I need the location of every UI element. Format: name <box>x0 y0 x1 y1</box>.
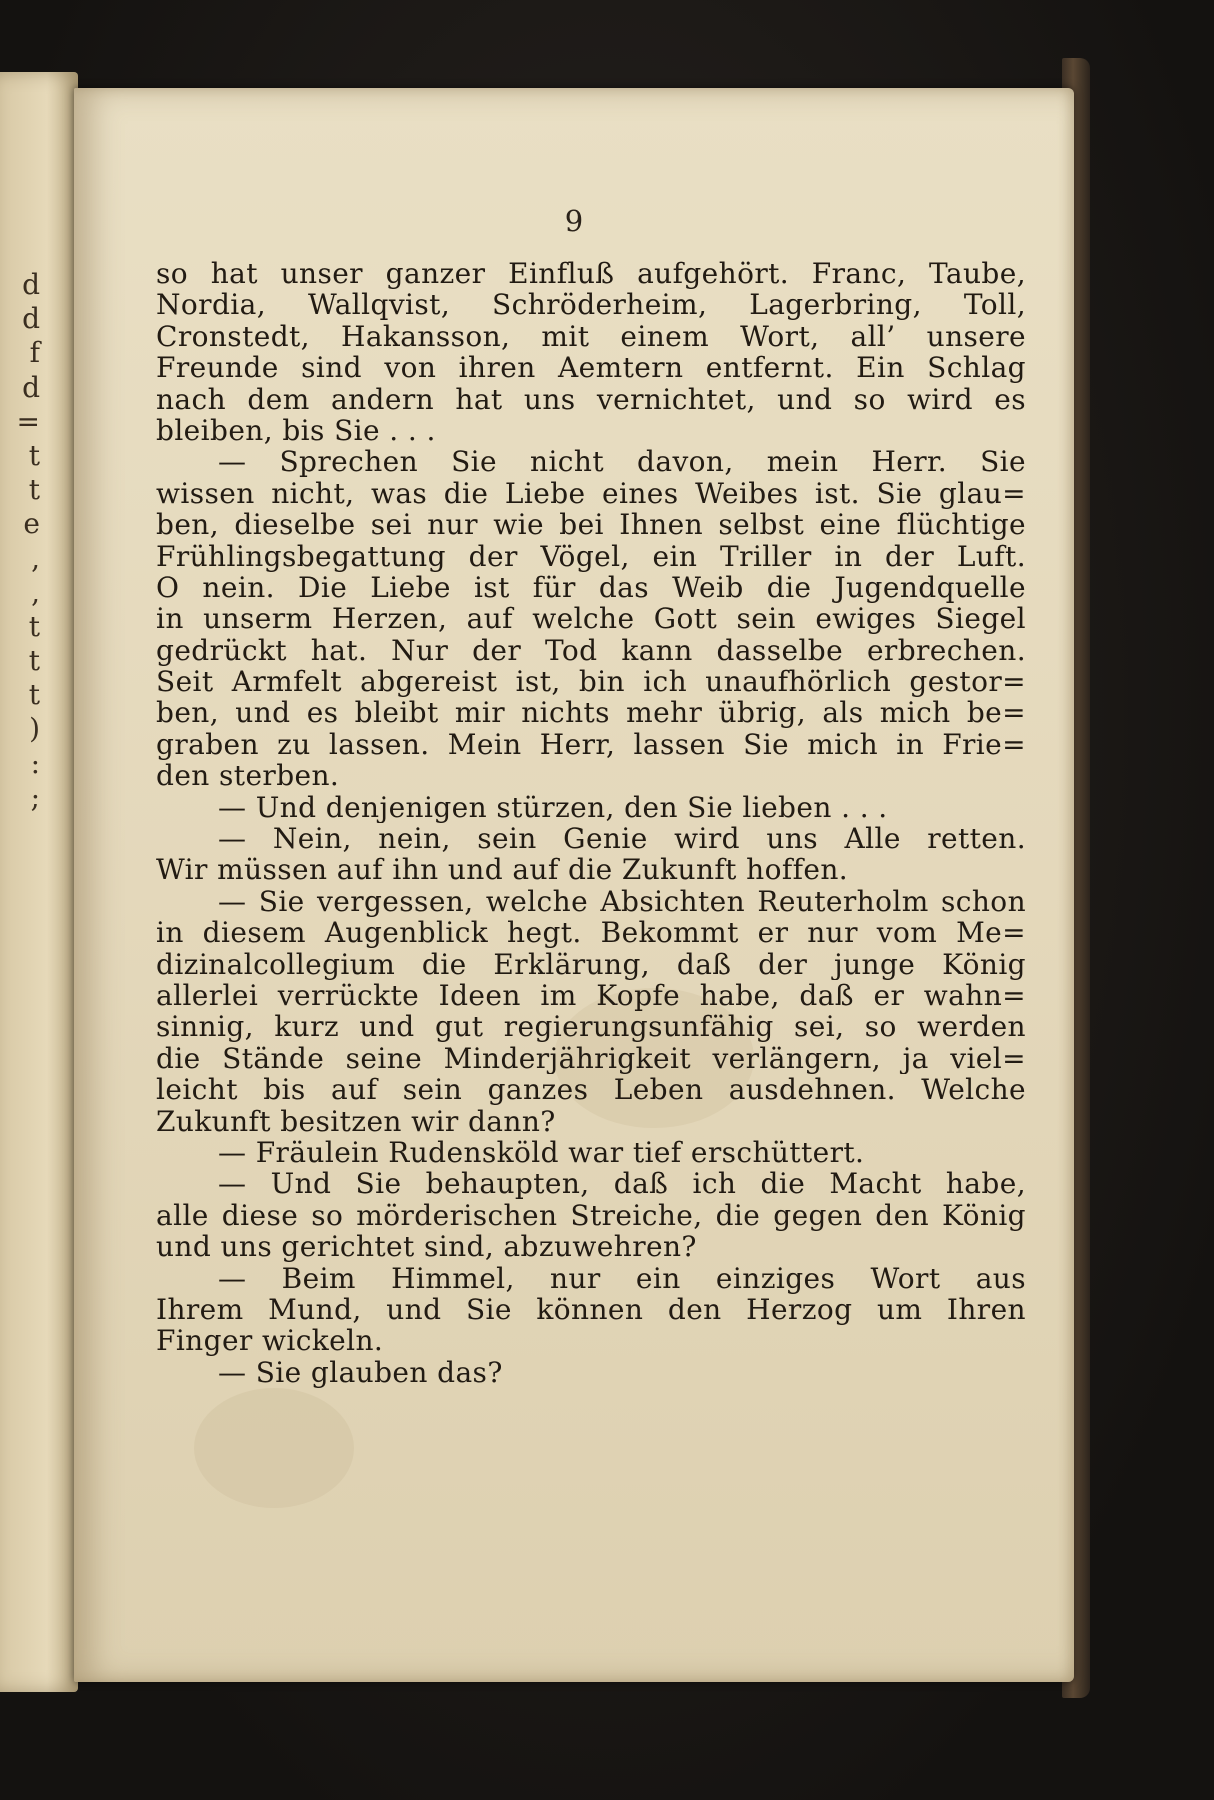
text-line: nach dem andern hat uns vernichtet, und so wird es <box>156 383 1026 415</box>
left-page-fragment: d <box>22 302 40 336</box>
text-line: — Fräulein Rudensköld war tief erschüttert. <box>218 1136 865 1169</box>
text-line: sinnig, kurz und gut regierungsunfähig sei, so werden <box>156 1011 1026 1043</box>
page-number: 9 <box>564 204 584 238</box>
left-page-fragment: = <box>16 404 40 438</box>
text-line: gedrückt hat. Nur der Tod kann dasselbe erbrechen. <box>156 634 1026 667</box>
text-line: dizinalcollegium die Erklärung, daß der junge König <box>156 948 1026 980</box>
text-line: — Sprechen Sie nicht davon, mein Herr. Sie <box>218 446 1026 478</box>
text-line: in unserm Herzen, auf welche Gott sein ewiges Siegel <box>156 603 1026 635</box>
text-line: Finger wickeln. <box>156 1325 384 1357</box>
text-line: graben zu lassen. Mein Herr, lassen Sie mich in Frie= <box>156 728 1026 761</box>
left-page-fragment: t <box>28 438 40 472</box>
text-line: die Stände seine Minderjährigkeit verlängern, ja viel= <box>156 1042 1026 1075</box>
left-page-fragment: f <box>29 336 40 370</box>
text-line: — Und denjenigen stürzen, den Sie lieben . . . <box>218 791 888 824</box>
left-page-fragment: t <box>28 609 40 643</box>
text-line: bleiben, bis Sie . . . <box>156 414 436 447</box>
left-page-fragment: : <box>30 746 40 780</box>
text-line: Zukunft besitzen wir dann? <box>156 1105 556 1137</box>
text-line: Freunde sind von ihren Aemtern entfernt. Ein Schlag <box>156 352 1026 384</box>
paper-stain <box>194 1388 354 1508</box>
text-line: wissen nicht, was die Liebe eines Weibes ist. Sie glau= <box>156 477 1026 510</box>
text-line: — Sie glauben das? <box>218 1356 503 1389</box>
left-page-fragment: t <box>28 473 40 507</box>
text-line: Ihrem Mund, und Sie können den Herzog um Ihren <box>156 1293 1026 1326</box>
text-line: Cronstedt, Hakansson, mit einem Wort, all’ unsere <box>156 320 1026 353</box>
text-line: so hat unser ganzer Einfluß aufgehört. Franc, Taube, <box>156 258 1026 290</box>
text-line: leicht bis auf sein ganzes Leben ausdehnen. Welche <box>156 1074 1026 1106</box>
text-line: Nordia, Wallqvist, Schröderheim, Lagerbring, Toll, <box>156 289 1026 321</box>
body-text <box>156 258 1026 1388</box>
text-line: in diesem Augenblick hegt. Bekommt er nur vom Me= <box>156 917 1026 949</box>
text-line: allerlei verrückte Ideen im Kopfe habe, daß er wahn= <box>156 979 1026 1012</box>
text-line: Frühlingsbegattung der Vögel, ein Triller in der Luft. <box>156 540 1026 572</box>
left-page-fragment: t <box>28 678 40 712</box>
text-line: und uns gerichtet sind, abzuwehren? <box>156 1231 697 1263</box>
text-line: ben, und es bleibt mir nichts mehr übrig, als mich be= <box>156 697 1026 729</box>
text-line: Wir müssen auf ihn und auf die Zukunft hoffen. <box>156 854 849 886</box>
left-page-fragment: ; <box>30 780 40 814</box>
text-line: ben, dieselbe sei nur wie bei Ihnen selbst eine flüchtige <box>156 509 1026 541</box>
left-page-fragment: , <box>31 541 40 575</box>
left-page-fragment: e <box>23 507 40 541</box>
text-line: — Beim Himmel, nur ein einziges Wort aus <box>218 1262 1026 1294</box>
left-page-fragment: d <box>22 370 40 404</box>
text-line: den sterben. <box>156 760 340 792</box>
left-page-fragment: t <box>28 644 40 678</box>
left-page-fragment: ) <box>29 712 40 746</box>
text-line: — Nein, nein, sein Genie wird uns Alle retten. <box>218 823 1026 855</box>
text-line: Seit Armfelt abgereist ist, bin ich unaufhörlich gestor= <box>156 666 1026 698</box>
text-line: alle diese so mörderischen Streiche, die gegen den König <box>156 1199 1026 1232</box>
text-line: — Und Sie behaupten, daß ich die Macht habe, <box>218 1168 1026 1200</box>
left-page-fragment: d <box>22 268 40 301</box>
left-page-text-fragments <box>0 268 40 815</box>
left-page-fragment: , <box>31 575 40 609</box>
text-line: O nein. Die Liebe ist für das Weib die Jugendquelle <box>156 571 1026 604</box>
left-page-edge <box>0 72 78 1692</box>
book-page <box>74 88 1074 1682</box>
text-line: — Sie vergessen, welche Absichten Reuterholm schon <box>218 885 1026 918</box>
